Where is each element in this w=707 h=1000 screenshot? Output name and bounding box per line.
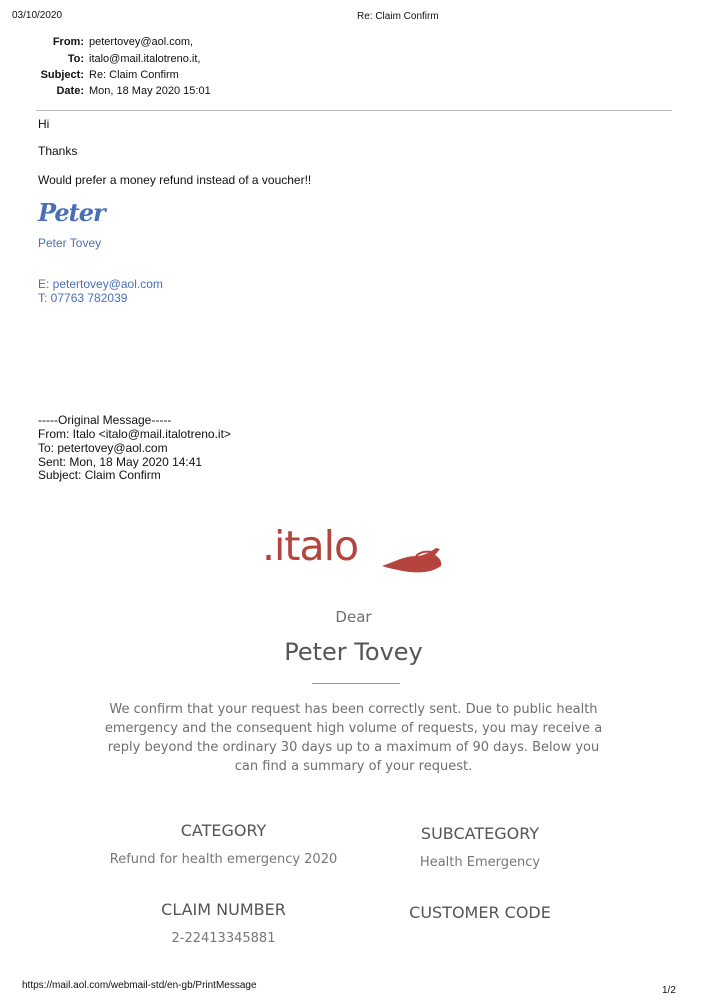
to-value: italo@mail.italotreno.it, (89, 53, 201, 65)
greeting: Hi (38, 117, 50, 131)
confirm-line-1: We confirm that your request has been correctly sent. Due to public health (109, 702, 598, 717)
to-label: To: (67, 53, 84, 65)
page-number: 1/2 (662, 985, 676, 996)
subject-label: Subject: (40, 69, 84, 81)
original-separator: -----Original Message----- (38, 413, 172, 427)
claim-number-label: CLAIM NUMBER (161, 900, 286, 919)
original-subject: Subject: Claim Confirm (38, 468, 161, 482)
dear-label: Dear (335, 608, 372, 626)
message-line: Would prefer a money refund instead of a voucher!! (38, 173, 312, 187)
name-divider (312, 683, 400, 684)
signature-phone: T: 07763 782039 (38, 291, 128, 305)
date-value: Mon, 18 May 2020 15:01 (89, 85, 211, 97)
header-divider (36, 110, 672, 111)
italo-hare-icon (380, 546, 444, 576)
subject-value: Re: Claim Confirm (89, 69, 179, 81)
italo-logo-text: .italo (262, 522, 359, 570)
from-value: petertovey@aol.com, (89, 36, 194, 48)
confirm-line-3: reply beyond the ordinary 30 days up to a maximum of 90 days. Below you (107, 740, 600, 755)
recipient-name: Peter Tovey (284, 638, 423, 666)
date-label: Date: (56, 85, 84, 97)
subcategory-label: SUBCATEGORY (420, 824, 540, 843)
original-to: To: petertovey@aol.com (38, 441, 168, 455)
print-title: Re: Claim Confirm (357, 11, 439, 22)
print-date: 03/10/2020 (12, 10, 63, 21)
confirm-line-4: can find a summary of your request. (234, 759, 473, 774)
handwritten-signature: Peter (38, 198, 105, 227)
category-label: CATEGORY (180, 821, 267, 840)
from-label: From: (52, 36, 84, 48)
signature-name: Peter Tovey (38, 236, 102, 250)
original-sent: Sent: Mon, 18 May 2020 14:41 (38, 455, 203, 469)
thanks-line: Thanks (38, 144, 78, 158)
signature-email[interactable]: E: petertovey@aol.com (38, 277, 163, 291)
confirm-line-2: emergency and the consequent high volume of requests, you may receive a (104, 721, 603, 736)
footer-url[interactable]: https://mail.aol.com/webmail-std/en-gb/PrintMessage (22, 980, 257, 991)
claim-number-value: 2-22413345881 (171, 931, 276, 946)
customer-code-label: CUSTOMER CODE (409, 903, 551, 922)
category-value: Refund for health emergency 2020 (109, 852, 338, 867)
subcategory-value: Health Emergency (419, 855, 541, 870)
original-from: From: Italo <italo@mail.italotreno.it> (38, 427, 231, 441)
